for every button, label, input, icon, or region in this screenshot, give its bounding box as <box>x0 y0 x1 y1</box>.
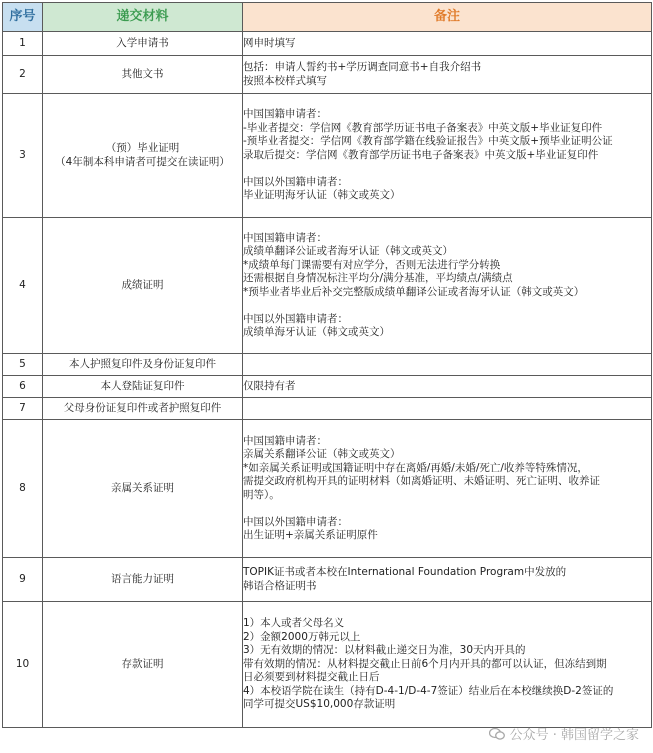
header-notes: 备注 <box>243 3 652 32</box>
note-line: 日必须要到材料提交截止日后 <box>243 671 380 684</box>
note-line: *预毕业者毕业后补交完整版成绩单翻译公证或者海牙认证（韩文或英文） <box>243 285 585 298</box>
note-line: 中国以外国籍申请者： <box>243 312 348 325</box>
document-name <box>43 398 243 420</box>
document-name <box>43 32 243 56</box>
document-name <box>43 602 243 728</box>
note-line: 中国以外国籍申请者： <box>243 175 348 188</box>
document-name <box>43 354 243 376</box>
note-line: 出生证明+亲属关系证明原件 <box>243 529 378 541</box>
document-name-line: （预）毕业证明 <box>105 142 180 154</box>
note-line: 包括：申请人誓约书+学历调查同意书+自我介绍书 <box>243 61 482 73</box>
note-line: 带有效期的情况：从材料提交截止日前6个月内开具的都可以认证，但冻结到期 <box>243 657 607 670</box>
note-line: TOPIK证书或者本校在International Foundation Program中发放的 <box>243 566 567 578</box>
table-row <box>3 398 652 420</box>
note-line: -预毕业者提交：学信网《教育部学籍在线验证报告》中英文版+预毕业证明公证 <box>243 135 613 148</box>
note-line: 中国国籍申请者： <box>243 108 327 121</box>
watermark-text: 公众号 · 韩国留学之家 <box>509 728 639 743</box>
note-line: 1）本人或者父母名义 <box>243 617 345 630</box>
document-name-line: 成绩证明 <box>121 278 164 291</box>
header-row <box>3 3 652 32</box>
note-spacer <box>243 162 651 176</box>
document-name <box>43 218 243 354</box>
note-cell <box>243 602 652 728</box>
note-line: 同学可提交US$10,000存款证明 <box>243 698 396 711</box>
note-cell <box>243 56 652 94</box>
document-name-line: 父母身份证复印件或者护照复印件 <box>63 401 222 414</box>
table-row <box>3 558 652 602</box>
note-cell <box>243 376 652 398</box>
header-no: 序号 <box>3 3 43 32</box>
note-line: *如亲属关系证明或国籍证明中存在离婚/再婚/未婚/死亡/收养等特殊情况， <box>243 461 588 474</box>
table-row <box>3 56 652 94</box>
note-cell <box>243 94 652 218</box>
document-name-line: 亲属关系证明 <box>111 481 174 494</box>
document-name <box>43 94 243 218</box>
note-line: *成绩单每门课需要有对应学分，否则无法进行学分转换 <box>243 258 501 271</box>
note-line: 录取后提交：学信网《教育部学历证书电子备案表》中英文版+毕业证复印件 <box>243 148 599 161</box>
documents-table <box>2 2 652 728</box>
header-documents: 递交材料 <box>43 3 243 32</box>
note-line: 还需根据自身情况标注平均分/满分基准，平均绩点/满绩点 <box>243 272 513 284</box>
note-line: 4）本校语学院在读生（持有D-4-1/D-4-7签证）结业后在本校继续换D-2签证的 <box>243 684 614 697</box>
row-number: 6 <box>3 376 43 398</box>
table-row <box>3 354 652 376</box>
table-row <box>3 32 652 56</box>
row-number: 9 <box>3 558 43 602</box>
row-number: 1 <box>3 32 43 56</box>
note-line: 明等）。 <box>243 488 280 501</box>
document-name-line: 其他文书 <box>121 67 164 80</box>
table-row <box>3 218 652 354</box>
watermark <box>489 724 639 743</box>
note-cell <box>243 32 652 56</box>
row-number: 7 <box>3 398 43 420</box>
document-name-line: 语言能力证明 <box>111 572 174 585</box>
document-name <box>43 56 243 94</box>
row-number: 10 <box>3 602 43 728</box>
note-line: 韩语合格证明书 <box>243 579 317 592</box>
document-name-line: 本人护照复印件及身份证复印件 <box>69 357 216 370</box>
note-line: 3）无有效期的情况：以材料截止递交日为准，30天内开具的 <box>243 644 526 657</box>
note-line: 中国国籍申请者： <box>243 434 327 447</box>
document-name-line: （4年制本科申请者可提交在读证明） <box>55 155 230 168</box>
note-line: -毕业者提交：学信网《教育部学历证书电子备案表》中英文版+毕业证复印件 <box>243 121 603 134</box>
note-line: 亲属关系翻译公证（韩文或英文） <box>243 448 401 460</box>
note-line: 成绩单海牙认证（韩文或英文） <box>243 326 390 338</box>
note-line: 仅限持有者 <box>243 379 296 392</box>
note-line: 毕业证明海牙认证（韩文或英文） <box>243 189 401 202</box>
note-cell <box>243 354 652 376</box>
table-row <box>3 420 652 558</box>
table-row <box>3 94 652 218</box>
note-line: 2）金额2000万韩元以上 <box>243 630 361 643</box>
note-line: 按照本校样式填写 <box>243 74 327 87</box>
document-name <box>43 376 243 398</box>
table-row <box>3 602 652 728</box>
row-number: 5 <box>3 354 43 376</box>
document-name-line: 存款证明 <box>121 657 164 670</box>
document-name <box>43 420 243 558</box>
note-cell <box>243 398 652 420</box>
note-line: 中国国籍申请者： <box>243 231 327 244</box>
note-cell <box>243 218 652 354</box>
document-name-line: 本人登陆证复印件 <box>100 379 185 392</box>
note-cell <box>243 558 652 602</box>
row-number: 2 <box>3 56 43 94</box>
row-number: 4 <box>3 218 43 354</box>
note-cell <box>243 420 652 558</box>
note-spacer <box>243 299 651 313</box>
note-line: 需提交政府机构开具的证明材料（如离婚证明、未婚证明、死亡证明、收养证 <box>243 475 600 487</box>
row-number: 3 <box>3 94 43 218</box>
note-spacer <box>243 502 651 516</box>
row-number: 8 <box>3 420 43 558</box>
document-name-line: 入学申请书 <box>116 36 169 49</box>
document-name <box>43 558 243 602</box>
note-line: 成绩单翻译公证或者海牙认证（韩文或英文） <box>243 245 453 257</box>
note-line: 网申时填写 <box>243 36 296 49</box>
note-line: 中国以外国籍申请者： <box>243 515 348 528</box>
table-row <box>3 376 652 398</box>
wechat-icon <box>489 727 505 741</box>
